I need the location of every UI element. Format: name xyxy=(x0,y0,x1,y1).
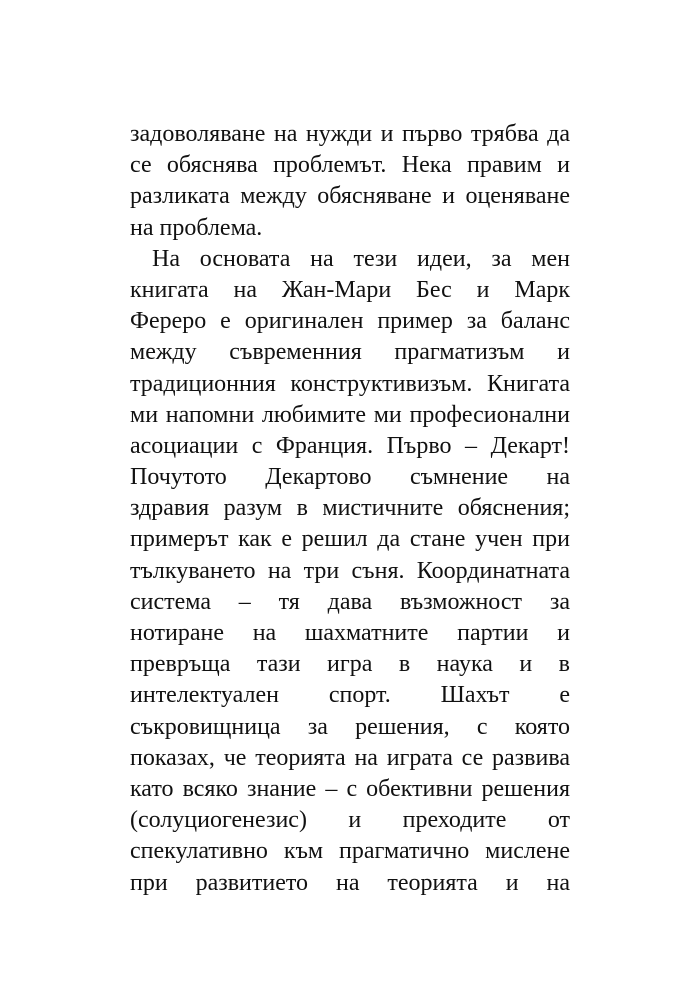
text-line: показах, че теорията на играта се развива xyxy=(130,744,570,771)
text-line: спекулативно към прагматично мислене xyxy=(130,838,570,865)
text-line: ми напомни любимите ми професионални xyxy=(130,401,570,428)
paragraph-2 xyxy=(130,244,570,899)
text-line: като всяко знание – с обективни решения xyxy=(130,775,570,802)
text-line: примерът как е решил да стане учен при xyxy=(130,526,570,553)
text-line: здравия разум в мистичните обяснения; xyxy=(130,495,570,522)
text-line: На основата на тези идеи, за мен xyxy=(152,245,570,272)
text-line: между съвременния прагматизъм и xyxy=(130,339,570,366)
paragraph-1 xyxy=(130,119,570,244)
text-line: превръща тази игра в наука и в xyxy=(130,651,570,678)
text-line: Фереро е оригинален пример за баланс xyxy=(130,308,570,335)
text-line: задоволяване на нужди и първо трябва да xyxy=(130,121,570,147)
text-line: интелектуален спорт. Шахът е xyxy=(130,682,570,709)
text-line: се обяснява проблемът. Нека правим и xyxy=(130,152,570,179)
text-line: система – тя дава възможност за xyxy=(130,588,570,615)
text-line: традиционния конструктивизъм. Книгата xyxy=(130,370,570,397)
text-line: разликата между обясняване и оценяване xyxy=(130,183,570,210)
text-line: на проблема. xyxy=(130,214,263,241)
text-line: при развитието на теорията и на xyxy=(130,869,570,896)
text-line: съкровищница за решения, с която xyxy=(130,713,570,740)
text-line: (солуциогенезис) и преходите от xyxy=(130,807,570,834)
text-line: Почутото Декартово съмнение на xyxy=(130,464,570,491)
text-line: асоциации с Франция. Първо – Декарт! xyxy=(130,432,570,459)
text-line: книгата на Жан-Мари Бес и Марк xyxy=(130,276,570,303)
text-line: нотиране на шахматните партии и xyxy=(130,620,570,646)
body-text xyxy=(130,119,570,899)
text-line: тълкуването на три съня. Координатната xyxy=(130,557,570,584)
